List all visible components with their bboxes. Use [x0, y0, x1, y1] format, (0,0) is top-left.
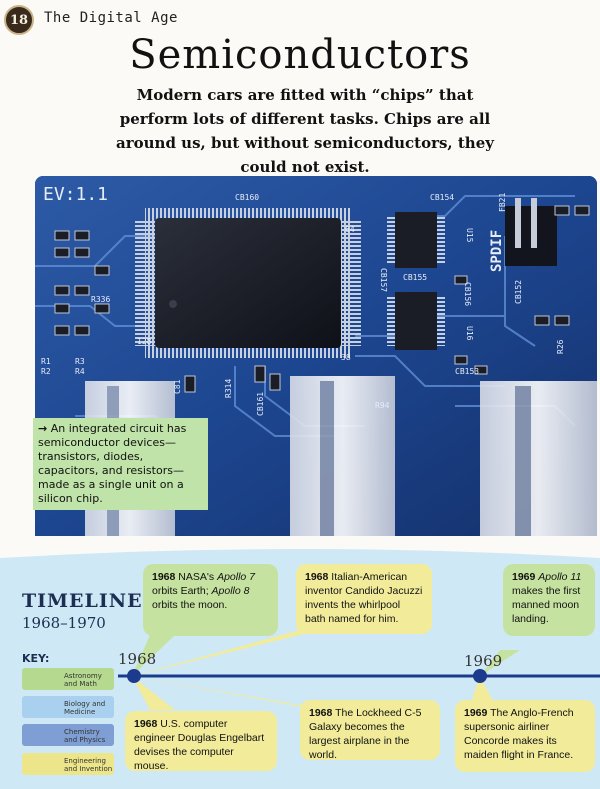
event-text: The Lockheed C-5 Galaxy becomes the largest airplane in the world. — [309, 707, 422, 761]
page-title: Semiconductors — [129, 32, 471, 78]
timeline-section — [0, 540, 600, 789]
event-year: 1969 — [512, 571, 536, 583]
board-label-cb153: CB153 — [455, 367, 480, 376]
event-mission-name: Apollo 8 — [211, 585, 250, 597]
event-text: makes the first manned moon landing. — [512, 585, 581, 625]
event-text: NASA's — [178, 571, 215, 583]
board-label-r3: R3 — [75, 357, 85, 366]
event-mission-name: Apollo 11 — [538, 571, 582, 583]
page-number-badge: 18 — [4, 5, 34, 35]
event-apollo7-8 — [143, 564, 278, 636]
board-label-cb152: CB152 — [514, 279, 523, 304]
board-label-c81: C81 — [173, 379, 182, 394]
board-label-cb160: CB160 — [235, 193, 260, 202]
board-label-r26: R26 — [556, 339, 565, 354]
board-label-u16: U16 — [465, 326, 474, 341]
timeline-heading: TIMELINE — [22, 590, 143, 612]
event-year: 1968 — [305, 571, 329, 583]
event-concorde — [455, 700, 595, 772]
caption-text: An integrated circuit has semiconductor devices—transistors, diodes, capacitors, and resistors—made as a single unit on a silicon chip. — [38, 422, 187, 505]
board-label-version: EV:1.1 — [43, 184, 109, 205]
photo-caption — [33, 418, 208, 510]
board-label-r4: R4 — [75, 367, 85, 376]
board-label-fb21: FB21 — [498, 192, 507, 212]
event-text: orbits Earth; — [152, 585, 209, 597]
year-label-1969: 1969 — [464, 652, 503, 670]
event-year: 1968 — [134, 718, 158, 730]
board-label-r2: R2 — [41, 367, 51, 376]
board-label-r336: R336 — [91, 295, 111, 304]
board-label-cb155: CB155 — [403, 273, 428, 282]
board-label-cb156: CB156 — [463, 282, 472, 307]
board-label-cb154: CB154 — [430, 193, 455, 202]
board-label-pin38: 38 — [341, 353, 351, 362]
event-text: orbits the moon. — [152, 599, 228, 611]
year-label-1968: 1968 — [118, 650, 157, 668]
event-mission-name: Apollo 7 — [217, 571, 256, 583]
event-apollo11 — [503, 564, 595, 636]
board-label-r1: R1 — [41, 357, 51, 366]
event-text: Italian-American inventor Candido Jacuzzi invents the whirlpool bath named for him. — [305, 571, 423, 625]
board-label-spdif: SPDIF — [489, 229, 505, 272]
marker-1968 — [127, 669, 141, 683]
event-jacuzzi — [296, 564, 432, 634]
caption-arrow-icon: → — [38, 422, 48, 435]
board-label-cb157: CB157 — [379, 268, 388, 293]
key-title: KEY: — [22, 652, 50, 665]
board-label-u15: U15 — [465, 228, 474, 243]
event-year: 1968 — [152, 571, 176, 583]
board-label-pin64: 64 — [345, 225, 355, 234]
event-text: The Anglo-French supersonic airliner Concorde makes its maiden flight in France. — [464, 707, 574, 761]
event-year: 1969 — [464, 707, 488, 719]
key-item-engineering: Engineering and Invention — [22, 753, 114, 775]
event-text: U.S. computer engineer Douglas Engelbart devises the computer mouse. — [134, 718, 265, 772]
key-item-biology: Biology and Medicine — [22, 696, 114, 718]
event-year: 1968 — [309, 707, 333, 719]
event-lockheed-c5 — [300, 700, 440, 760]
board-label-r94: R94 — [375, 401, 390, 410]
board-label-pin128: 128 — [137, 337, 152, 346]
event-computer-mouse — [125, 711, 277, 771]
board-label-cb161: CB161 — [256, 391, 265, 416]
marker-1969 — [473, 669, 487, 683]
intro-text: Modern cars are fitted with “chips” that perform lots of different tasks. Chips are all around us, but without semiconductors, they could not exist. — [116, 86, 494, 176]
key-item-astronomy: Astronomy and Math — [22, 668, 114, 690]
timeline-range: 1968–1970 — [22, 614, 106, 632]
key-item-chemistry: Chemistry and Physics — [22, 724, 114, 746]
section-title: The Digital Age — [44, 10, 178, 26]
board-label-r314: R314 — [224, 378, 233, 398]
